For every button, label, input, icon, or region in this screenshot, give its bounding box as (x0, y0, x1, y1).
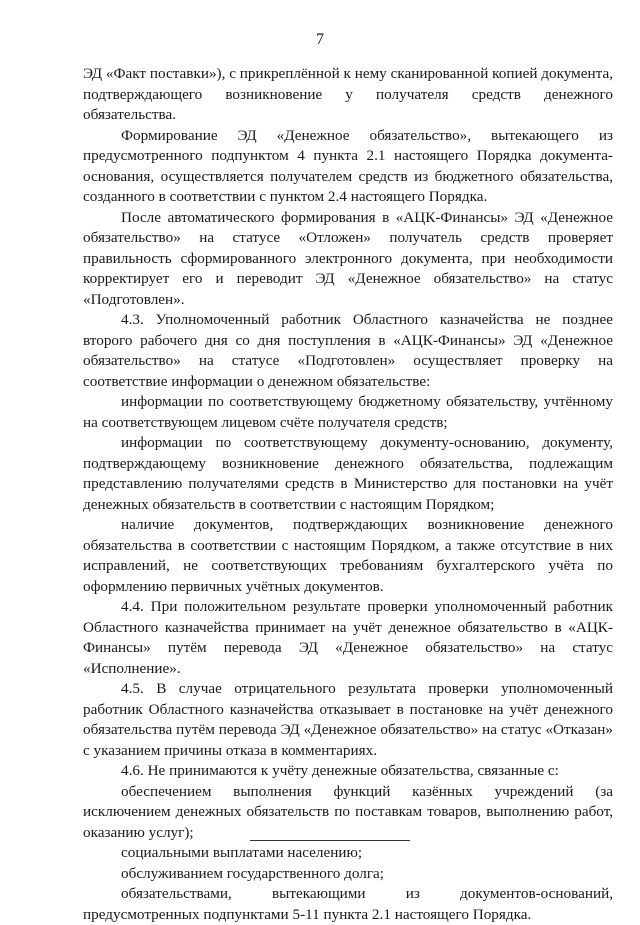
paragraph: наличие документов, подтверждающих возникновение денежного обязательства в соответствии с настоящим Порядком, а также отсутствие в них исправлений, не соответствующих требованиям бухгалтерского учёта по оформлению первичных учётных документов. (83, 516, 613, 595)
page-number: 7 (316, 31, 324, 48)
paragraph: 4.3. Уполномоченный работник Областного казначейства не позднее второго рабочего дня со дня поступления в «АЦК-Финансы» ЭД «Денежное обязательство» на статусе «Подготовлен» осуществляет проверку на соответствие информации о денежном обязательстве: (83, 311, 613, 390)
paragraph: 4.4. При положительном результате проверки уполномоченный работник Областного казначейства принимает на учёт денежное обязательство в «АЦК-Финансы» путём перевода ЭД «Денежное обязательство» на статус «Исполнение». (83, 598, 613, 677)
footer-rule (250, 840, 410, 841)
paragraph: социальными выплатами населению; (121, 844, 363, 861)
paragraph: 4.5. В случае отрицательного результата проверки уполномоченный работник Областного казначейства отказывает в постановке на учёт денежного обязательства путём перевода ЭД «Денежное обязательство» на статус «Отказан» с указанием причины отказа в комментариях. (83, 680, 613, 759)
paragraph: информации по соответствующему бюджетному обязательству, учтённому на соответствующем лицевом счёте получателя средств; (83, 393, 613, 431)
paragraph: обеспечением выполнения функций казённых учреждений (за исключением денежных обязательств по поставкам товаров, выполнению работ, оказанию услуг); (83, 782, 613, 841)
paragraph: После автоматического формирования в «АЦК-Финансы» ЭД «Денежное обязательство» на статусе «Отложен» получатель средств проверяет правильность сформированного электронного документа, при необходимости корректирует его и переводит ЭД «Денежное обязательство» на статус «Подготовлен». (83, 208, 613, 308)
paragraph: ЭД «Факт поставки»), с прикреплённой к нему сканированной копией документа, подтверждающего возникновение у получателя средств денежного обязательства. (83, 65, 613, 123)
paragraph: Формирование ЭД «Денежное обязательство», вытекающего из предусмотренного подпунктом 4 пункта 2.1 настоящего Порядка документа-основания, осуществляется получателем средств из бюджетного обязательства, созданного в соответствии с пунктом 2.4 настоящего Порядка. (83, 126, 613, 205)
paragraph: обслуживанием государственного долга; (121, 864, 385, 882)
paragraph: информации по соответствующему документу-основанию, документу, подтверждающему возникновение денежного обязательства, подлежащим представлению получателями средств в Министерство для постановки на учёт денежных обязательств в соответствии с настоящим Порядком; (83, 434, 613, 513)
document-body (83, 64, 613, 925)
paragraph: 4.6. Не принимаются к учёту денежные обязательства, связанные с: (121, 762, 559, 779)
paragraph: обязательствами, вытекающими из документов-оснований, предусмотренных подпунктами 5-11 пункта 2.1 настоящего Порядка. (83, 885, 613, 923)
